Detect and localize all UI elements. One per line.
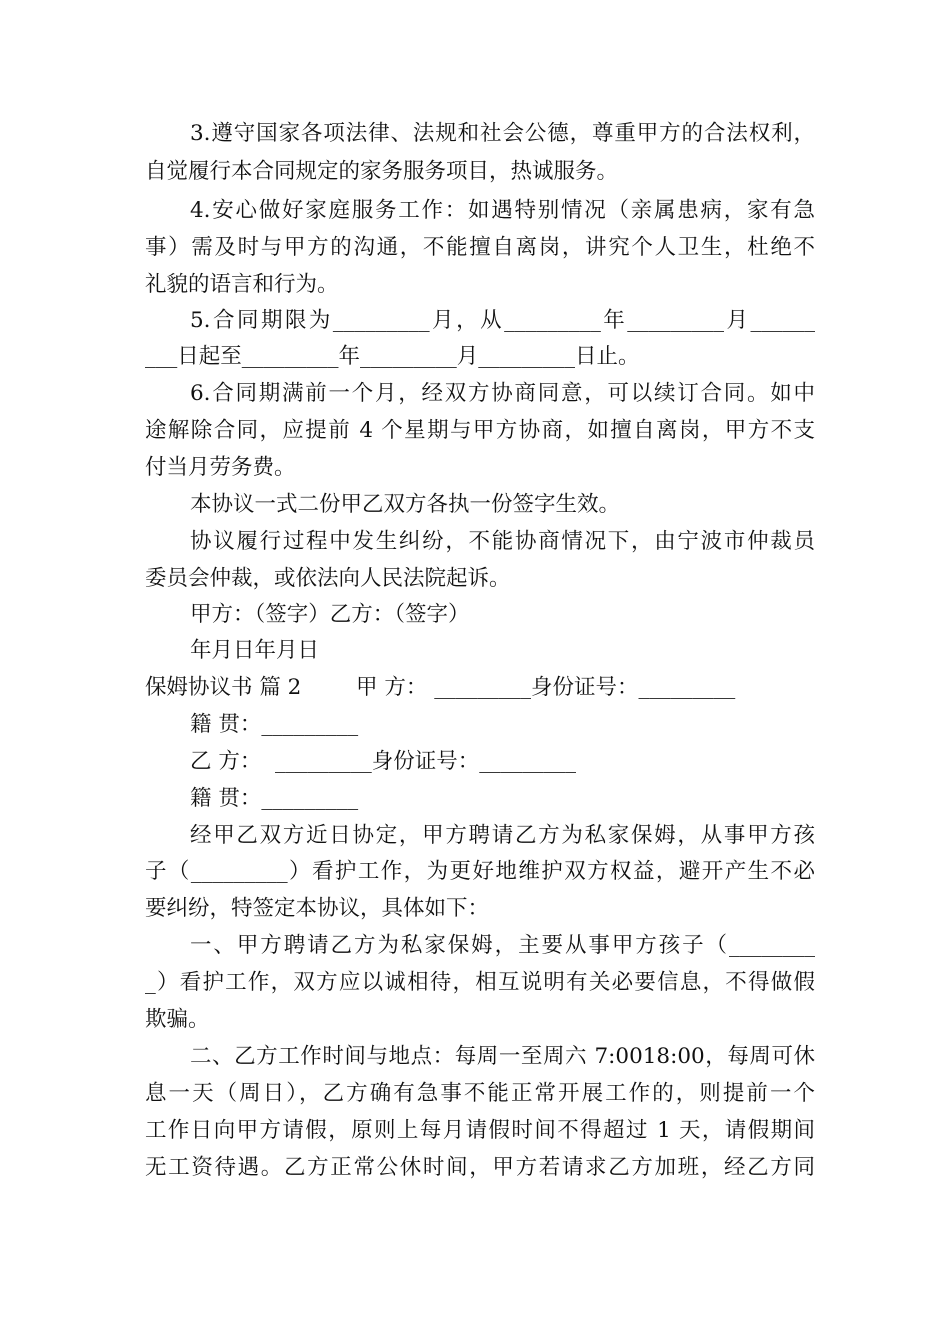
text-line: 本协议一式二份甲乙双方各执一份签字生效。 bbox=[190, 492, 621, 517]
text-line: 年月日年月日 bbox=[190, 638, 320, 663]
text-line: 协议履行过程中发生纠纷，不能协商情况下，由宁波市仲裁员 bbox=[190, 529, 815, 554]
text-line: 保姆协议书 篇 2 甲 方： _________身份证号：_________ bbox=[145, 675, 736, 700]
text-line: 工作日向甲方请假，原则上每月请假时间不得超过 1 天，请假期间 bbox=[145, 1118, 815, 1143]
text-line: 经甲乙双方近日协定，甲方聘请乙方为私家保姆，从事甲方孩 bbox=[190, 823, 815, 848]
text-line: 一、甲方聘请乙方为私家保姆，主要从事甲方孩子（________ bbox=[190, 933, 815, 958]
text-line: 子（_________）看护工作，为更好地维护双方权益，避开产生不必 bbox=[145, 859, 815, 884]
text-line: 6.合同期满前一个月，经双方协商同意，可以续订合同。如中 bbox=[190, 381, 815, 406]
text-line: 5.合同期限为_________月，从_________年_________月______ bbox=[190, 308, 815, 333]
text-line: 3.遵守国家各项法律、法规和社会公德，尊重甲方的合法权利， bbox=[190, 121, 815, 146]
text-line: 事）需及时与甲方的沟通，不能擅自离岗，讲究个人卫生，杜绝不 bbox=[145, 235, 815, 260]
text-line: 自觉履行本合同规定的家务服务项目，热诚服务。 bbox=[145, 159, 619, 184]
text-line: 委员会仲裁，或依法向人民法院起诉。 bbox=[145, 566, 511, 591]
text-line: 二、乙方工作时间与地点：每周一至周六 7:0018:00，每周可休 bbox=[190, 1044, 815, 1069]
text-line: 欺骗。 bbox=[145, 1007, 210, 1032]
text-line: 要纠纷，特签定本协议，具体如下： bbox=[145, 896, 490, 921]
text-line: 籍 贯：_________ bbox=[190, 786, 359, 811]
text-line: 乙 方： _________身份证号：_________ bbox=[190, 749, 577, 774]
text-line: 无工资待遇。乙方正常公休时间，甲方若请求乙方加班，经乙方同 bbox=[145, 1155, 815, 1180]
text-line: 礼貌的语言和行为。 bbox=[145, 272, 339, 297]
text-line: _）看护工作，双方应以诚相待，相互说明有关必要信息，不得做假 bbox=[145, 970, 815, 995]
text-line: 息一天（周日），乙方确有急事不能正常开展工作的，则提前一个 bbox=[145, 1081, 815, 1106]
text-line: 付当月劳务费。 bbox=[145, 455, 296, 480]
text-line: 甲方：（签字）乙方：（签字） bbox=[190, 602, 470, 627]
text-line: 途解除合同，应提前 4 个星期与甲方协商，如擅自离岗，甲方不支 bbox=[145, 418, 815, 443]
text-line: 4.安心做好家庭服务工作：如遇特别情况（亲属患病，家有急 bbox=[190, 198, 815, 223]
text-line: ___日起至_________年_________月_________日止。 bbox=[145, 344, 640, 369]
text-line: 籍 贯：_________ bbox=[190, 712, 359, 737]
